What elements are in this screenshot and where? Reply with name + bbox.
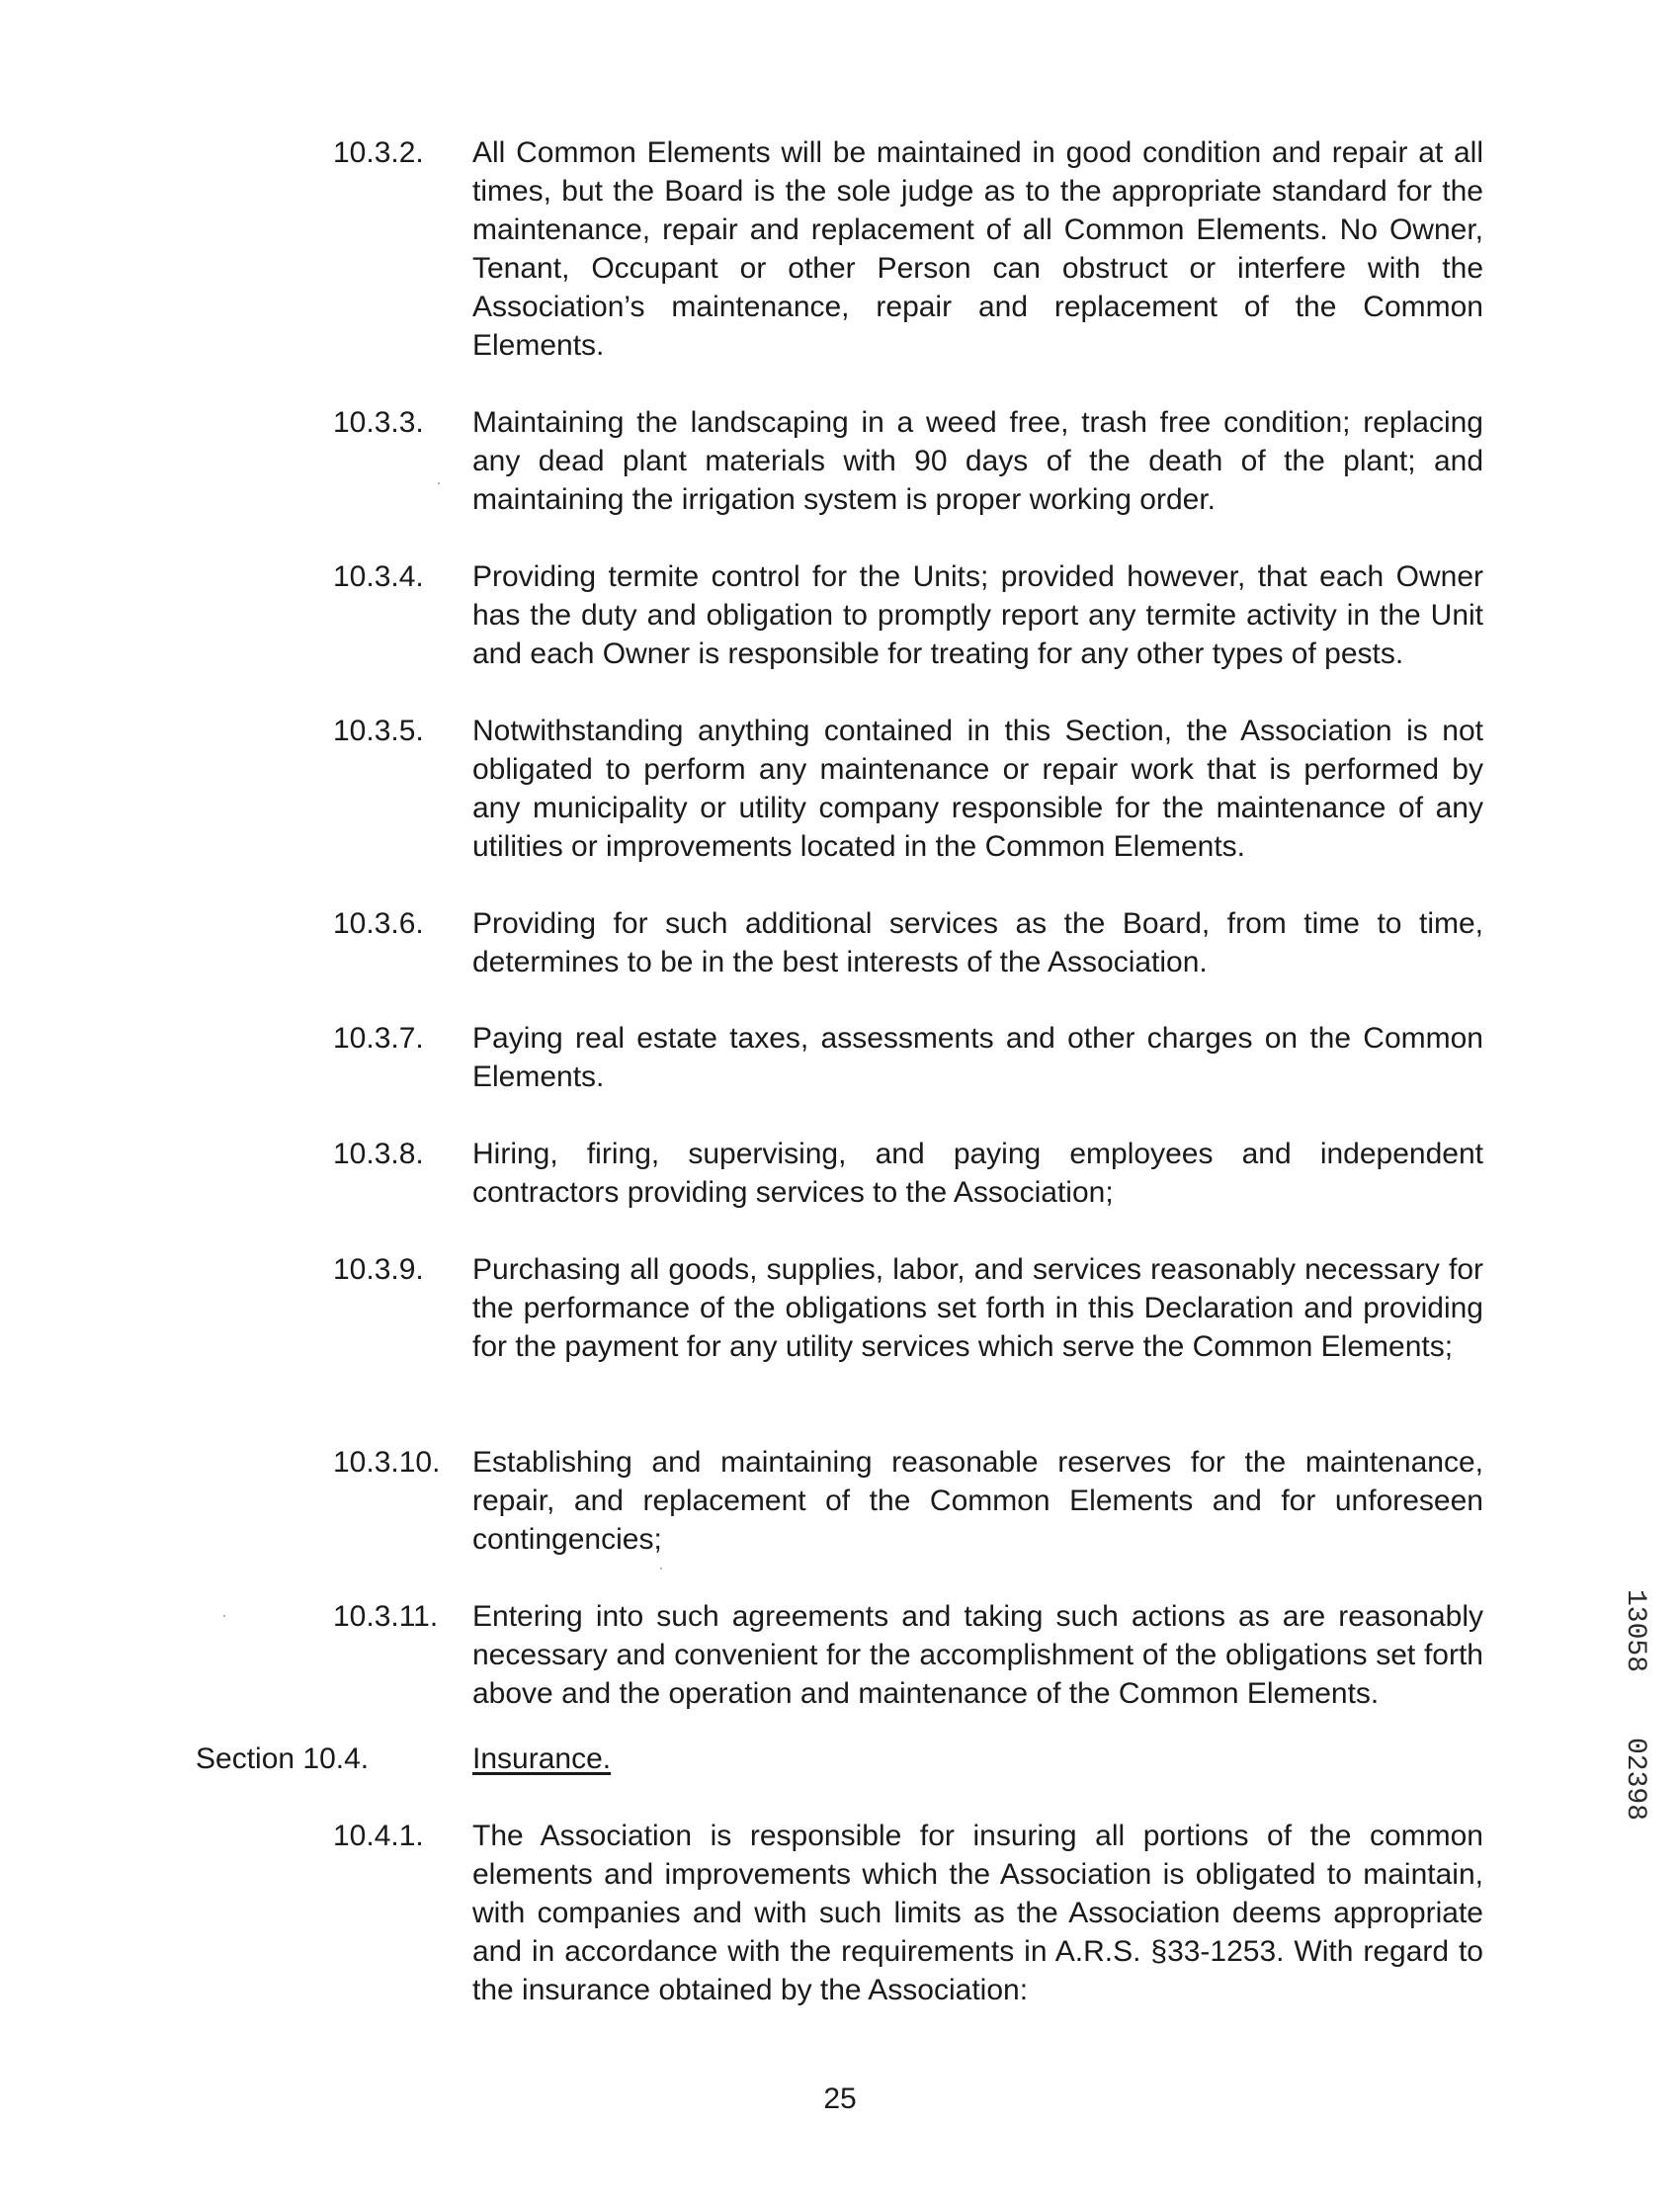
recording-stamp-line1: 13058 bbox=[1620, 1589, 1650, 1673]
clause-number: 10.3.9. bbox=[333, 1253, 424, 1286]
clause-number: 10.3.11. bbox=[333, 1600, 439, 1633]
clause-text: Hiring, firing, supervising, and paying employees and independent contractors providing services to the Association; bbox=[472, 1138, 1483, 1209]
clause-number: 10.3.4. bbox=[333, 560, 424, 593]
clause-10-4-1 bbox=[333, 1817, 1483, 2009]
clause-number: 10.3.2. bbox=[333, 136, 424, 169]
clause-text: Maintaining the landscaping in a weed free, trash free condition; replacing any dead plant materials with 90 days of the death of the plant; and maintaining the irrigation system is proper working order. bbox=[472, 406, 1483, 516]
clause-10-3-4 bbox=[333, 557, 1483, 673]
page-number: 25 bbox=[823, 2082, 857, 2115]
clause-10-3-6 bbox=[333, 904, 1483, 981]
clause-10-3-3 bbox=[333, 403, 1483, 519]
clause-text: All Common Elements will be maintained in good condition and repair at all times, but the Board is the sole judge as to the appropriate standard for the maintenance, repair and replacement of all Common Elements. No Owner, Tenant, Occupant or other Person can obstruct or interfere with the Association’s maintenance, repair and replacement of the Common Elements. bbox=[472, 136, 1483, 362]
clause-10-3-7 bbox=[333, 1019, 1483, 1096]
clause-10-3-8 bbox=[333, 1135, 1483, 1212]
clause-10-3-11 bbox=[333, 1597, 1483, 1713]
clause-number: 10.3.6. bbox=[333, 907, 424, 940]
scan-speck bbox=[660, 1568, 662, 1570]
clause-text: Entering into such agreements and taking such actions as are reasonably necessary and convenient for the accomplishment of the obligations set forth above and the operation and maintenance of the Common Elements. bbox=[472, 1600, 1483, 1710]
clause-10-3-5 bbox=[333, 712, 1483, 866]
clause-text: Purchasing all goods, supplies, labor, and services reasonably necessary for the performance of the obligations set forth in this Declaration and providing for the payment for any utility services which serve the Common Elements; bbox=[472, 1253, 1483, 1363]
section-title: Insurance. bbox=[472, 1742, 612, 1775]
scan-speck bbox=[438, 482, 440, 484]
recording-stamp bbox=[1613, 1589, 1656, 1985]
clause-number: 10.3.3. bbox=[333, 406, 424, 439]
clause-number: 10.3.10. bbox=[333, 1446, 441, 1479]
clause-text: Paying real estate taxes, assessments and other charges on the Common Elements. bbox=[472, 1022, 1483, 1093]
scan-speck bbox=[223, 1615, 225, 1617]
clause-10-3-10 bbox=[333, 1443, 1483, 1559]
clause-text: Notwithstanding anything contained in this Section, the Association is not obligated to perform any maintenance or repair work that is performed by any municipality or utility company responsible for the maintenance of any utilities or improvements located in the Common Elements. bbox=[472, 715, 1483, 863]
recording-stamp-line2: 02398 bbox=[1620, 1738, 1650, 1822]
clause-number: 10.3.5. bbox=[333, 715, 424, 747]
clause-text: Providing termite control for the Units; provided however, that each Owner has the duty and obligation to promptly report any termite activity in the Unit and each Owner is responsible for treating for any other types of pests. bbox=[472, 560, 1483, 670]
clause-text: Providing for such additional services as the Board, from time to time, determines to be in the best interests of the Association. bbox=[472, 907, 1483, 978]
clause-text: The Association is responsible for insuring all portions of the common elements and improvements which the Association is obligated to maintain, with companies and with such limits as the Association deems appropriate and in accordance with the requirements in A.R.S. §33-1253. With regard to the insurance obtained by the Association: bbox=[472, 1820, 1483, 2006]
clause-10-3-9 bbox=[333, 1250, 1483, 1366]
clause-10-3-2 bbox=[333, 133, 1483, 365]
clause-number: 10.3.7. bbox=[333, 1022, 424, 1055]
clause-number: 10.3.8. bbox=[333, 1138, 424, 1170]
section-label: Section 10.4. bbox=[196, 1742, 370, 1775]
clause-number: 10.4.1. bbox=[333, 1820, 424, 1852]
clause-text: Establishing and maintaining reasonable reserves for the maintenance, repair, and replacement of the Common Elements and for unforeseen contingencies; bbox=[472, 1446, 1483, 1556]
